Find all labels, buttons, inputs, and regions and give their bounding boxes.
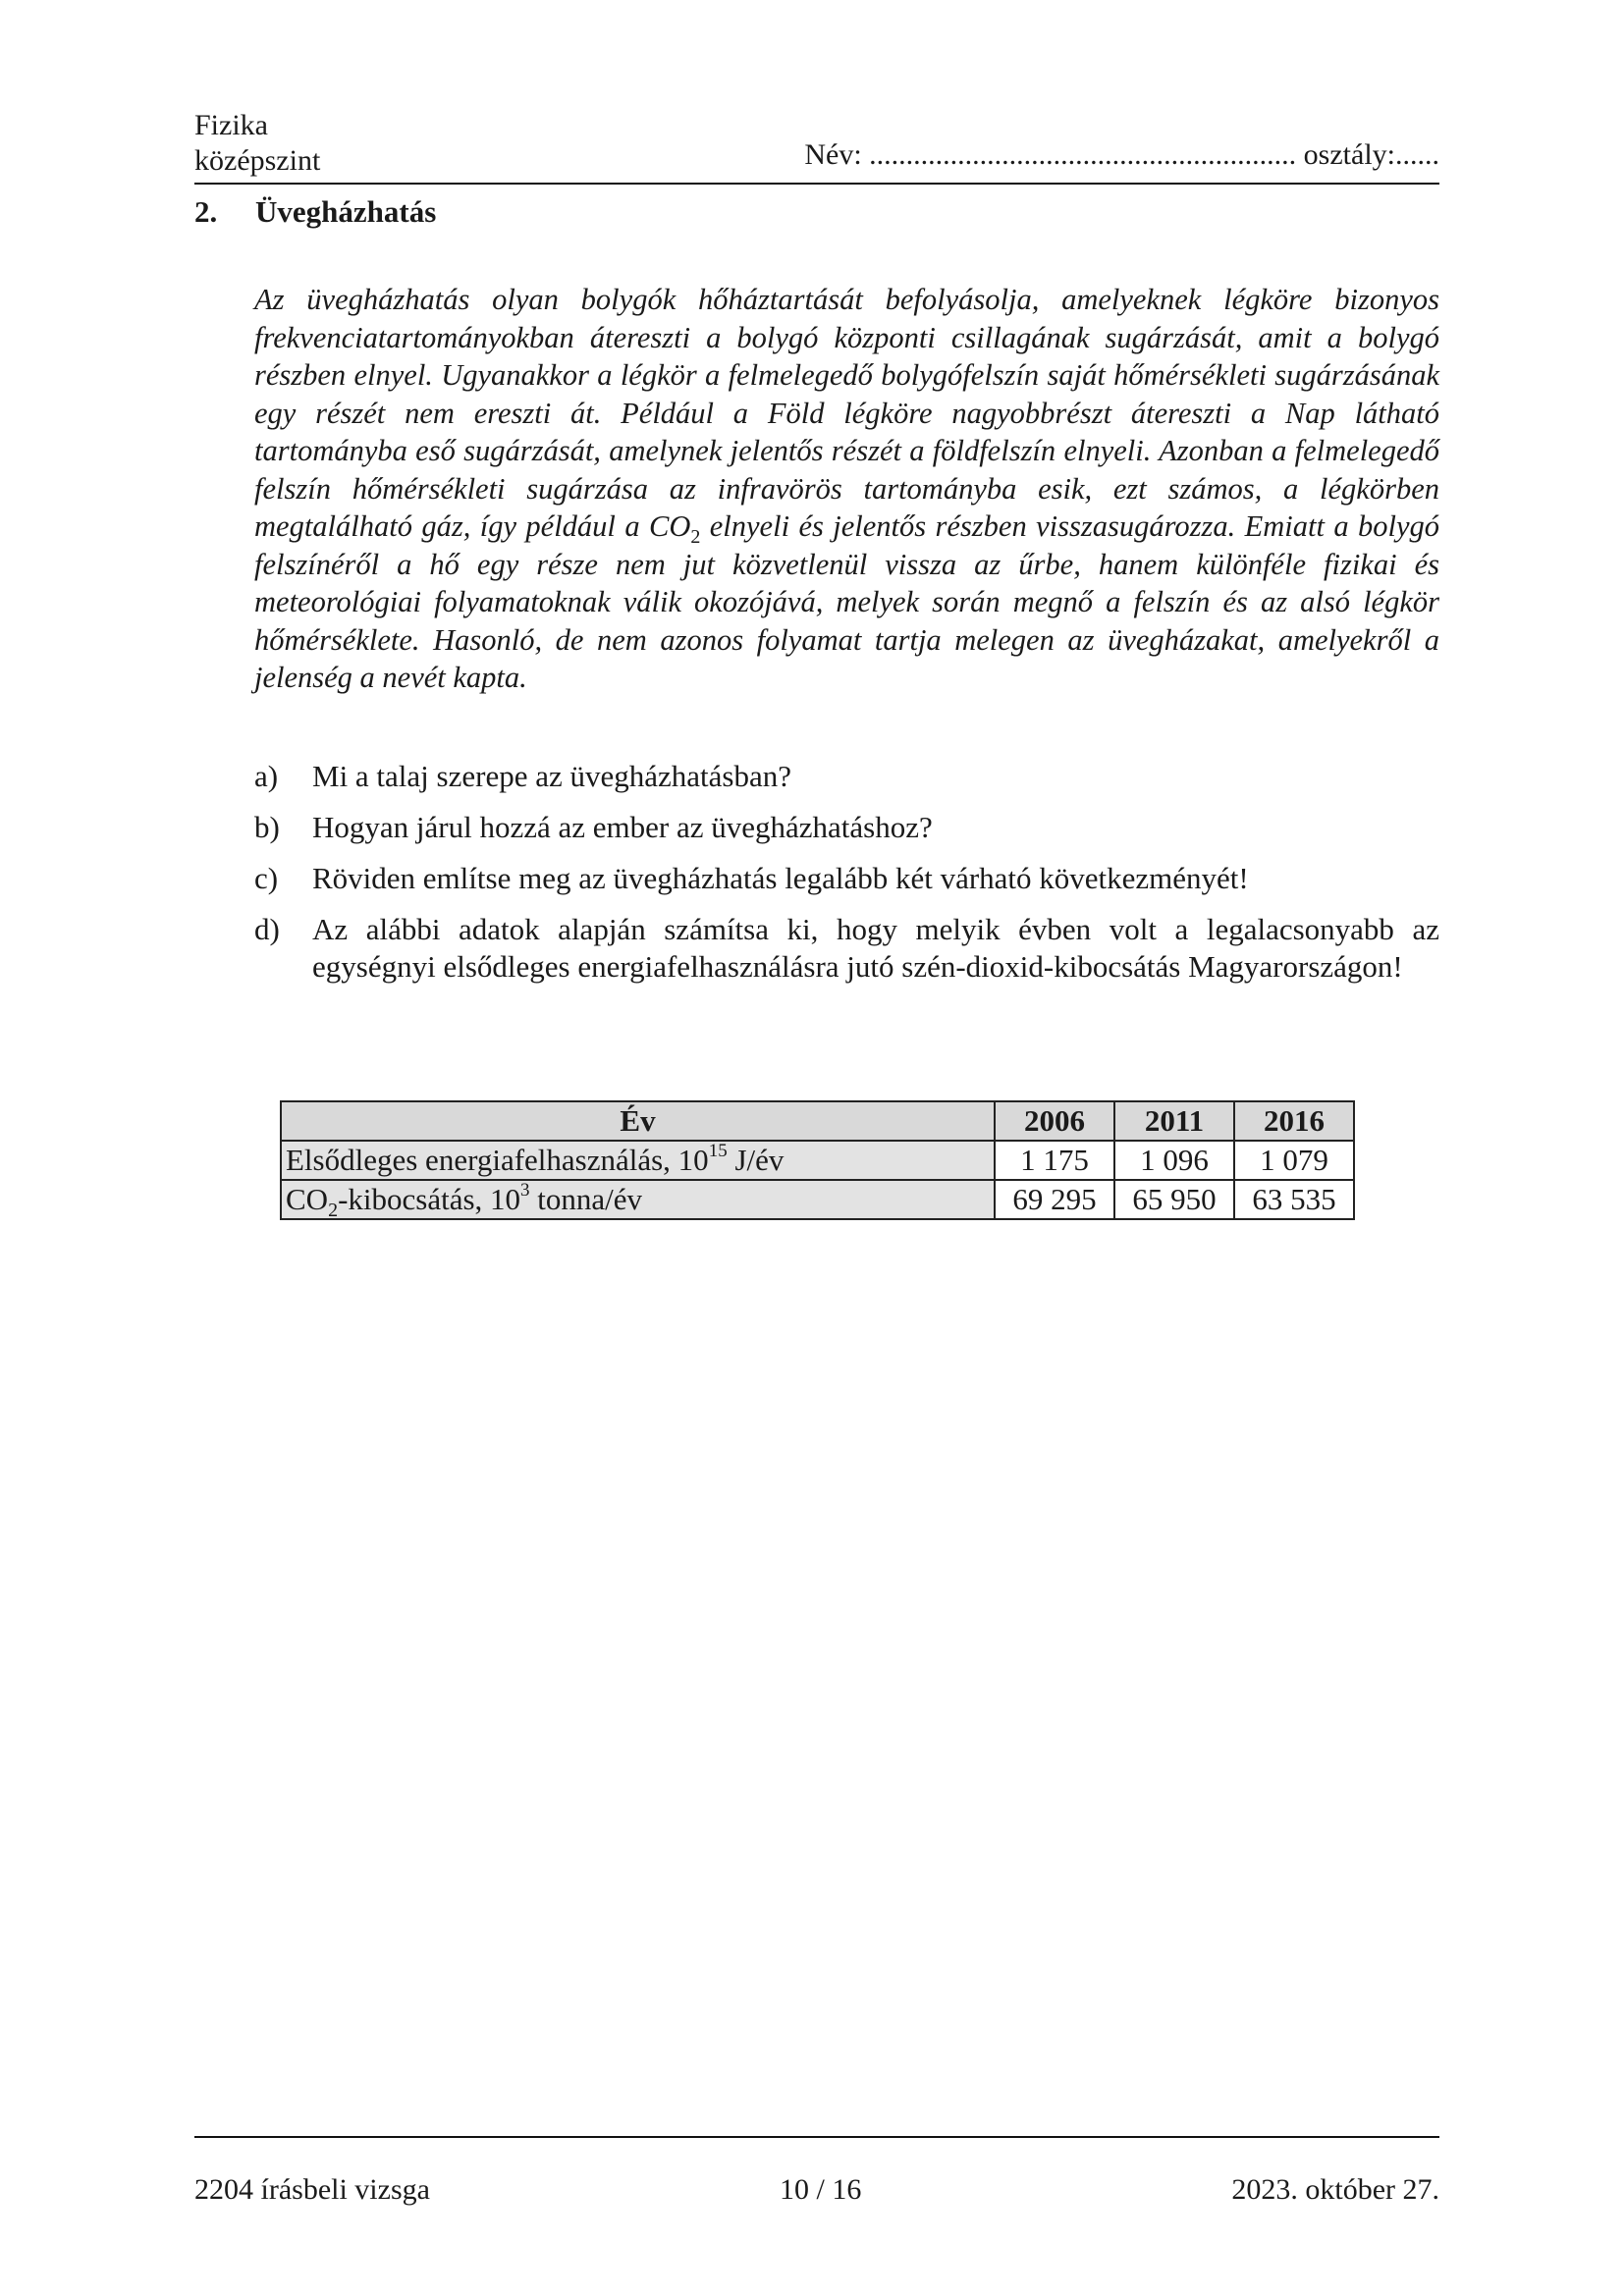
data-table [280, 1100, 1355, 1220]
row-label-unit: tonna/év [529, 1182, 643, 1216]
exam-date: 2023. október 27. [1231, 2173, 1439, 2206]
table-cell: 69 295 [995, 1180, 1114, 1219]
question-item [254, 758, 1439, 795]
question-label: c) [254, 861, 279, 895]
year-header: 2006 [995, 1101, 1114, 1141]
intro-paragraph: Az üvegházhatás olyan bolygók hőháztartását befolyásolja, amelyeknek légköre bizonyos frekvenciatartományokban átereszti a bolygó központi csillagának sugárzását, amit a bolygó részben elnyel. Ugyanakkor a légkör a felmelegedő bolygófelszín saját hőmérsékleti sugárzásának egy részét nem ereszti át. Például a Föld légköre nagyobbrészt átereszti a Nap látható tartományba eső sugárzását, amelynek jelentős részét a földfelszín elnyeli. Azonban a felmelegedő felszín hőmérsékleti sugárzása az infravörös tartományba esik, ezt számos, a légkörben megtalálható gáz, így például a $CO_2$ elnyeli és jelentős részben visszasugározza. Emiatt a bolygó felszínéről a hő egy része nem jut közvetlenül vissza az űrbe, hanem különféle fizikai és meteorológiai folyamatoknak válik okozójává, melyek során megnő a felszín és az alsó légkör hőmérséklete. Hasonló, de nem azonos folyamat tartja melegen az üvegházakat, amelyekről a jelenség a nevét kapta. [254, 283, 1440, 694]
table-header-label: Év [281, 1101, 995, 1141]
question-text: Mi a talaj szerepe az üvegházhatásban? [312, 759, 791, 793]
row-label-text: CO [286, 1182, 329, 1216]
subscript: 2 [690, 526, 701, 549]
subject-level: középszint [194, 144, 321, 177]
row-label-text: -kibocsátás, 10 [338, 1182, 521, 1216]
row-label-exponent: 3 [520, 1179, 530, 1201]
task-title [194, 194, 436, 230]
question-item [254, 809, 1439, 846]
subject-label [194, 108, 320, 179]
year-header: 2016 [1234, 1101, 1354, 1141]
question-label: a) [254, 759, 279, 793]
question-text: Hogyan járul hozzá az ember az üvegházhatáshoz? [312, 810, 933, 844]
table-header-row [281, 1101, 1354, 1141]
question-text: Az alábbi adatok alapján számítsa ki, hogy melyik évben volt a legalacsonyabb az egységnyi elsődleges energiafelhasználásra jutó szén-dioxid-kibocsátás Magyarországon! [312, 912, 1439, 984]
page-number: 10 / 16 [780, 2173, 862, 2206]
task-name: Üvegházhatás [255, 194, 437, 229]
table-cell: 1 079 [1234, 1141, 1354, 1180]
row-label-subscript: 2 [328, 1200, 339, 1222]
name-class-line: Név: .......................................................... osztály:...... [804, 138, 1439, 171]
question-label: d) [254, 912, 280, 946]
table-cell: 1 096 [1114, 1141, 1234, 1180]
page-footer [194, 2136, 1439, 2206]
row-label-energy [281, 1141, 995, 1180]
row-label-text: Elsődleges energiafelhasználás, 10 [286, 1143, 709, 1177]
table-row [281, 1141, 1354, 1180]
table-cell: 1 175 [995, 1141, 1114, 1180]
row-label-exponent: 15 [708, 1140, 728, 1161]
question-text: Röviden említse meg az üvegházhatás legalább két várható következményét! [312, 861, 1249, 895]
question-item [254, 860, 1439, 897]
table-row [281, 1180, 1354, 1219]
page-header [194, 108, 1439, 185]
task-number: 2. [194, 194, 218, 229]
row-label-unit: J/év [727, 1143, 785, 1177]
row-label-co2 [281, 1179, 995, 1222]
table-cell: 63 535 [1234, 1180, 1354, 1219]
subject-name: Fizika [194, 109, 268, 141]
question-item [254, 911, 1439, 986]
exam-id: 2204 írásbeli vizsga [194, 2173, 430, 2206]
question-label: b) [254, 810, 280, 844]
table-cell: 65 950 [1114, 1180, 1234, 1219]
year-header: 2011 [1114, 1101, 1234, 1141]
question-list [254, 758, 1439, 999]
